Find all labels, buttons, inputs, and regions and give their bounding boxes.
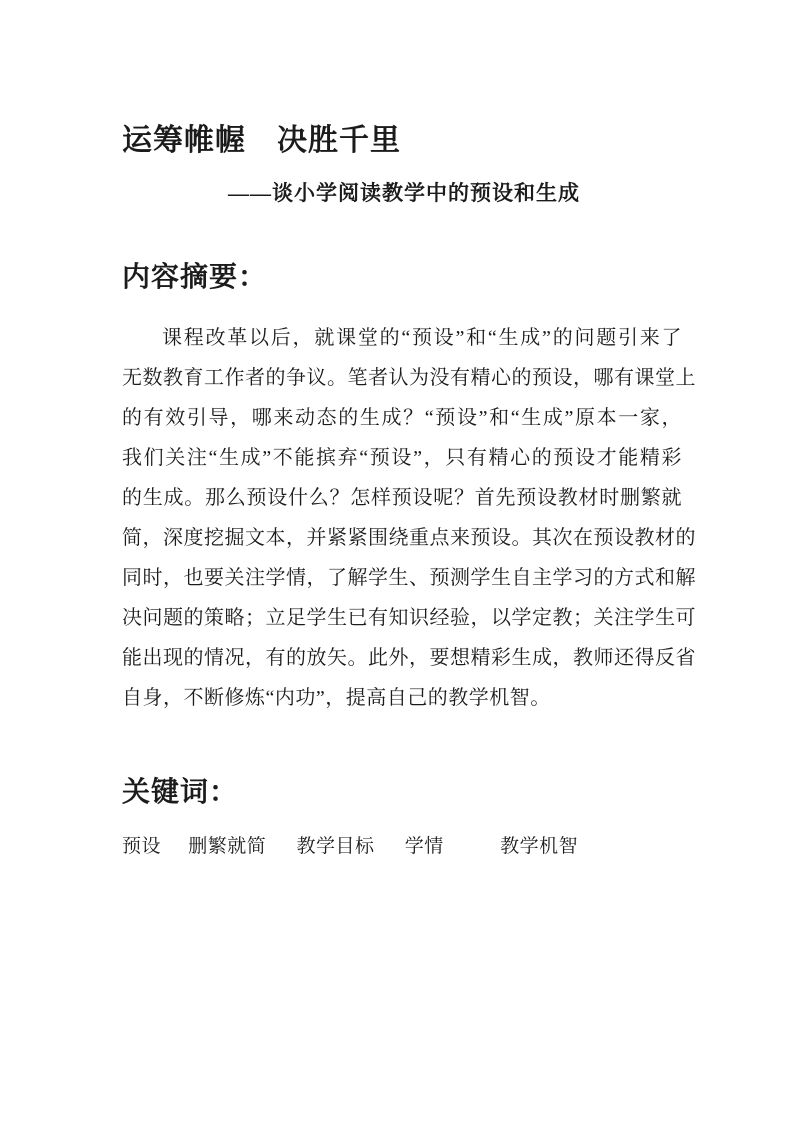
keyword-item: 教学目标 xyxy=(296,835,375,857)
abstract-line: 简，深度挖掘文本，并紧紧围绕重点来预设。其次在预设教材的 xyxy=(122,527,696,550)
keyword-item: 预设 xyxy=(122,835,162,857)
document-title: 运筹帷幄 决胜千里 xyxy=(122,124,401,158)
document-subtitle: ——谈小学阅读教学中的预设和生成 xyxy=(228,181,580,206)
keywords-list xyxy=(122,834,680,860)
keyword-item: 学情 xyxy=(404,835,444,857)
keywords-heading: 关键词： xyxy=(122,777,239,809)
abstract-heading: 内容摘要： xyxy=(122,262,268,294)
abstract-line: 课程改革以后，就课堂的“预设”和“生成”的问题引来了 xyxy=(162,327,682,350)
abstract-line: 自身，不断修炼“内功”，提高自己的教学机智。 xyxy=(122,687,551,710)
abstract-line: 同时，也要关注学情，了解学生、预测学生自主学习的方式和解 xyxy=(122,567,696,590)
abstract-line: 能出现的情况，有的放矢。此外，要想精彩生成，教师还得反省 xyxy=(122,647,696,670)
abstract-line: 无数教育工作者的争议。笔者认为没有精心的预设，哪有课堂上 xyxy=(122,367,696,390)
abstract-line: 的有效引导，哪来动态的生成？“预设”和“生成”原本一家， xyxy=(122,407,682,430)
abstract-line: 的生成。那么预设什么？怎样预设呢？首先预设教材时删繁就 xyxy=(122,487,682,510)
keyword-item: 教学机智 xyxy=(500,835,579,857)
keyword-item: 删繁就简 xyxy=(188,835,267,857)
abstract-line: 我们关注“生成”不能摈弃“预设”，只有精心的预设才能精彩 xyxy=(122,447,682,470)
abstract-line: 决问题的策略；立足学生已有知识经验，以学定教；关注学生可 xyxy=(122,607,696,630)
abstract-body xyxy=(122,318,696,718)
